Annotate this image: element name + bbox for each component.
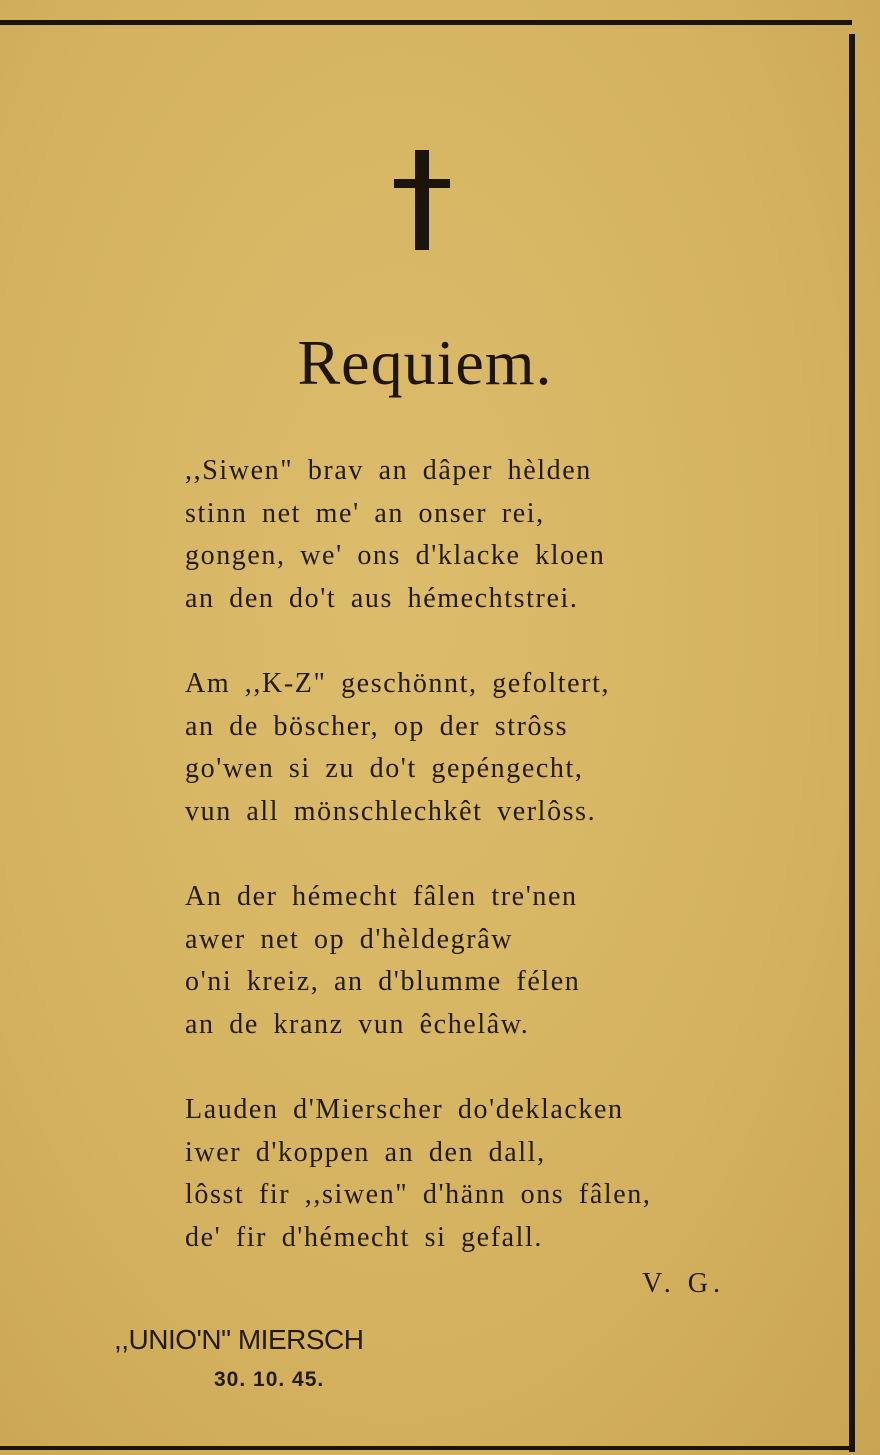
publication-date: 30. 10. 45. <box>214 1368 325 1391</box>
cross-icon <box>390 150 454 250</box>
poem-line: Lauden d'Mierscher do'deklacken <box>185 1094 624 1125</box>
poem-line: vun all mönschlechkêt verlôss. <box>185 795 597 827</box>
poem-line: an de böscher, op der strôss <box>185 710 569 742</box>
poem-line: go'wen si zu do't gepéngecht, <box>185 753 584 784</box>
poem-line: an de kranz vun êchelâw. <box>185 1008 530 1040</box>
bottom-border-rule <box>0 1446 855 1450</box>
poem-stanza-3 <box>185 876 745 1046</box>
poem-stanza-1 <box>185 450 745 620</box>
poem-line: awer net op d'hèldegrâw <box>185 923 514 955</box>
organization-name: ,,UNIO'N" MIERSCH <box>114 1324 364 1355</box>
poem-line: An der hémecht fâlen tre'nen <box>185 881 578 912</box>
poem-line: lôsst fir ,,siwen" d'hänn ons fâlen, <box>185 1179 652 1210</box>
poem-line: iwer d'koppen an den dall, <box>185 1136 546 1168</box>
poem-line: de' fir d'hémecht si gefall. <box>185 1221 544 1253</box>
poem-line: stinn net me' an onser rei, <box>185 497 545 529</box>
poem-stanza-2 <box>185 663 745 833</box>
right-border-rule <box>849 34 855 1452</box>
poem-line: gongen, we' ons d'klacke kloen <box>185 540 606 571</box>
poem <box>185 450 745 1302</box>
poem-stanza-4 <box>185 1089 745 1259</box>
top-border-rule <box>0 20 852 25</box>
poem-line: Am ,,K-Z" geschönnt, gefoltert, <box>185 668 611 699</box>
author-signature: V. G. <box>642 1268 725 1299</box>
poem-line: an den do't aus hémechtstrei. <box>185 582 579 614</box>
poem-line: o'ni kreiz, an d'blumme félen <box>185 966 581 997</box>
page-title: Requiem. <box>297 327 553 398</box>
poem-line: ,,Siwen" brav an dâper hèlden <box>185 455 592 486</box>
